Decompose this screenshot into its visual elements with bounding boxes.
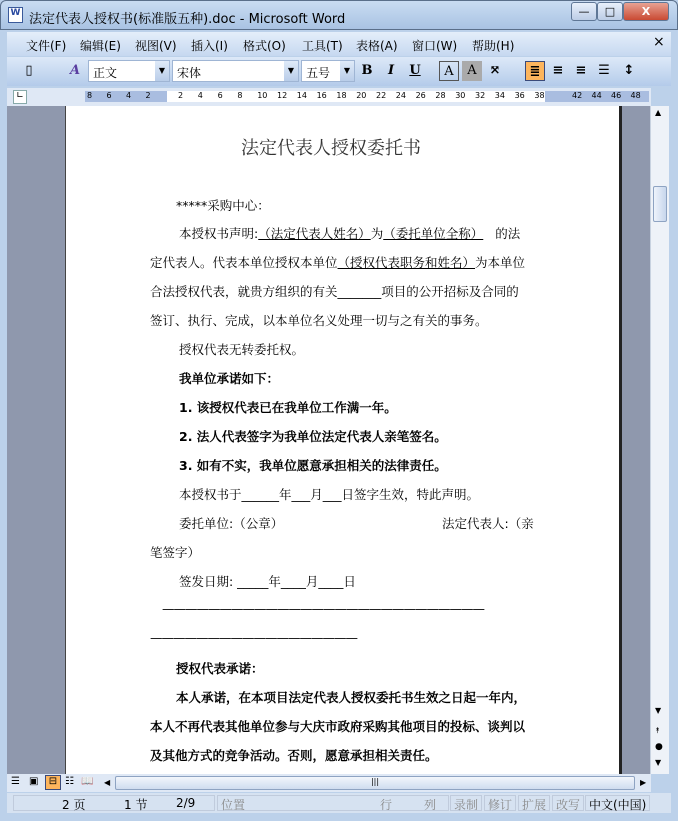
menu-edit[interactable]: 编辑(E)	[80, 39, 121, 53]
ruler-tick-label: 12	[277, 91, 288, 100]
formatting-toolbar	[7, 57, 671, 86]
maximize-button[interactable]: □	[597, 2, 623, 21]
chevron-down-icon: ▼	[284, 61, 298, 81]
doc-title: 法定代表人授权委托书	[241, 138, 421, 159]
menu-format[interactable]: 格式(O)	[243, 39, 286, 53]
document-page[interactable]	[65, 106, 622, 774]
paragraph: 签发日期: _____年____月____日	[179, 574, 356, 589]
size-value: 五号	[306, 66, 331, 80]
ruler-tick-label: 36	[514, 91, 525, 100]
status-col: 列	[424, 798, 437, 812]
paragraph: 法定代表人:（亲	[442, 516, 534, 531]
new-document-icon[interactable]: ▯	[25, 63, 33, 78]
paragraph: 及其他方式的竞争活动。否则，愿意承担相关责任。	[150, 748, 438, 763]
font-select[interactable]	[172, 60, 299, 82]
ruler-tick-label: 18	[336, 91, 347, 100]
ruler-tick-label: 32	[475, 91, 486, 100]
ruler-tick-label: 4	[126, 91, 132, 100]
status-position-info	[217, 795, 449, 811]
scroll-down-icon[interactable]: ▼	[655, 706, 662, 715]
status-pages: 2/9	[176, 796, 196, 810]
text: 本授权书声明:	[179, 226, 259, 241]
horizontal-scroll-thumb[interactable]: |||	[115, 776, 635, 790]
paragraph: 本授权书于______年___月___日签字生效，特此声明。	[179, 487, 480, 502]
ruler-numbers	[7, 91, 651, 102]
separator-line: ————————————————————————————	[162, 601, 484, 616]
ruler-tick-label: 46	[611, 91, 622, 100]
status-bar	[7, 793, 671, 813]
close-button[interactable]: X	[623, 2, 669, 21]
styles-icon[interactable]: A	[69, 63, 81, 78]
paragraph: *****采购中心：	[176, 198, 270, 213]
print-view-icon[interactable]: ⊟	[45, 775, 61, 790]
paragraph	[150, 282, 519, 300]
ruler-tick-label: 14	[296, 91, 307, 100]
menu-tools[interactable]: 工具(T)	[302, 39, 343, 53]
document-area[interactable]	[7, 106, 650, 774]
paragraph	[179, 224, 520, 242]
text: 合法授权代表，就贵方组织的有关	[150, 284, 338, 299]
paragraph: 签订、执行、完成，以本单位名义处理一切与之有关的事务。	[150, 313, 488, 328]
text: （授权代表职务和姓名）	[337, 255, 476, 270]
scroll-right-icon[interactable]: ▶	[640, 778, 647, 787]
ruler-tick-label: 34	[494, 91, 505, 100]
menu-window[interactable]: 窗口(W)	[412, 39, 458, 53]
paragraph: 1. 该授权代表已在我单位工作满一年。	[179, 400, 397, 415]
ruler-tick-label: 2	[145, 91, 151, 100]
paragraph: 笔签字）	[150, 545, 201, 560]
ruler-tick-label: 30	[455, 91, 466, 100]
ruler-tick-label: 10	[257, 91, 268, 100]
ruler-tick-label: 2	[178, 91, 184, 100]
text: _______	[337, 284, 382, 299]
text: 为	[370, 226, 384, 241]
ruler-tick-label: 6	[106, 91, 112, 100]
paragraph: 授权代表承诺：	[176, 661, 264, 676]
horizontal-ruler[interactable]	[7, 88, 651, 106]
ruler-tick-label: 6	[217, 91, 223, 100]
title-bar	[0, 0, 678, 30]
vertical-scrollbar[interactable]	[650, 106, 669, 774]
paragraph: 我单位承诺如下：	[179, 371, 280, 386]
font-size-select[interactable]	[301, 60, 355, 82]
status-section: 1 节	[124, 798, 148, 812]
status-language[interactable]: 中文(中国)	[585, 795, 650, 811]
text: （委托单位全称）	[383, 226, 484, 241]
status-overtype[interactable]: 改写	[552, 795, 584, 811]
menu-view[interactable]: 视图(V)	[135, 39, 177, 53]
font-value: 宋体	[177, 66, 202, 80]
char-scale-icon[interactable]: ⤧	[489, 63, 501, 78]
paragraph	[150, 253, 525, 271]
align-center-button[interactable]: ≡	[552, 63, 564, 78]
text: 为本单位	[475, 255, 526, 270]
minimize-button[interactable]: —	[571, 2, 597, 21]
paragraph: 授权代表无转委托权。	[179, 342, 305, 357]
ruler-tick-label: 28	[435, 91, 446, 100]
style-select[interactable]	[88, 60, 170, 82]
status-track-changes[interactable]: 修订	[484, 795, 516, 811]
status-page-info	[13, 795, 215, 811]
status-page: 2 页	[62, 798, 86, 812]
status-line: 行	[380, 798, 393, 812]
paragraph: 3. 如有不实，我单位愿意承担相关的法律责任。	[179, 458, 447, 473]
menu-help[interactable]: 帮助(H)	[472, 39, 515, 53]
status-extend[interactable]: 扩展	[518, 795, 550, 811]
align-right-button[interactable]: ≡	[575, 63, 587, 78]
paragraph: 本人承诺，在本项目法定代表人授权委托书生效之日起一年内，	[176, 690, 527, 705]
text: 的法	[495, 226, 521, 241]
ruler-tick-label: 22	[376, 91, 387, 100]
normal-view-icon[interactable]: ☰	[11, 776, 20, 787]
scroll-up-icon[interactable]: ▲	[655, 108, 662, 117]
char-border-button[interactable]: A	[439, 61, 459, 81]
menu-insert[interactable]: 插入(I)	[191, 39, 228, 53]
outline-view-icon[interactable]: ☷	[65, 776, 74, 787]
ruler-tick-label: 4	[197, 91, 203, 100]
scroll-left-icon[interactable]: ◀	[104, 778, 111, 787]
ruler-tick-label: 16	[316, 91, 327, 100]
horizontal-scrollbar[interactable]	[7, 774, 651, 792]
text: 定代表人。代表本单位授权本单位	[150, 255, 338, 270]
reading-view-icon[interactable]: 📖	[81, 776, 94, 787]
select-browse-object-icon[interactable]: ●	[655, 742, 663, 752]
ruler-tick-label: 24	[395, 91, 406, 100]
ruler-tick-label: 42	[572, 91, 583, 100]
previous-page-icon[interactable]: ⯭	[655, 726, 660, 735]
chevron-down-icon: ▼	[155, 61, 169, 81]
align-justify-button[interactable]: ≣	[525, 61, 545, 81]
style-value: 正文	[93, 66, 118, 80]
paragraph: 委托单位:（公章）	[179, 516, 284, 531]
web-view-icon[interactable]: ▣	[29, 776, 39, 787]
line-spacing-button[interactable]: ↕	[623, 63, 635, 78]
chevron-down-icon: ▼	[340, 61, 354, 81]
menu-file[interactable]: 文件(F)	[26, 39, 67, 53]
ruler-tick-label: 20	[356, 91, 367, 100]
ruler-tick-label: 48	[630, 91, 641, 100]
menu-bar	[7, 32, 671, 56]
italic-button[interactable]: I	[387, 63, 395, 78]
bold-button[interactable]: B	[361, 63, 373, 78]
text: （法定代表人姓名）	[258, 226, 371, 241]
word-icon: W	[8, 7, 23, 23]
paragraph: 本人不再代表其他单位参与大庆市政府采购其他项目的投标、谈判以	[150, 719, 526, 734]
status-record[interactable]: 录制	[450, 795, 482, 811]
text: 项目的公开招标及合同的	[381, 284, 519, 299]
char-shading-button[interactable]: A	[462, 61, 482, 81]
underline-button[interactable]: U	[409, 63, 421, 78]
ruler-tick-label: 8	[87, 91, 93, 100]
ruler-tick-label: 44	[591, 91, 602, 100]
paragraph: 2. 法人代表签字为我单位法定代表人亲笔签名。	[179, 429, 447, 444]
next-page-icon[interactable]: ▼	[655, 758, 662, 767]
scroll-thumb[interactable]	[653, 186, 667, 222]
status-position: 位置	[221, 798, 246, 812]
close-document-button[interactable]: ×	[653, 34, 665, 50]
ruler-tick-label: 8	[237, 91, 243, 100]
distribute-button[interactable]: ☰	[598, 63, 610, 78]
tab-selector[interactable]: ∟	[13, 90, 27, 104]
menu-table[interactable]: 表格(A)	[356, 39, 398, 53]
ruler-tick-label: 26	[415, 91, 426, 100]
separator-line: ——————————————————	[150, 630, 357, 645]
ruler-tick-label: 38	[534, 91, 545, 100]
window-title: 法定代表人授权书(标准版五种).doc - Microsoft Word	[29, 12, 346, 27]
